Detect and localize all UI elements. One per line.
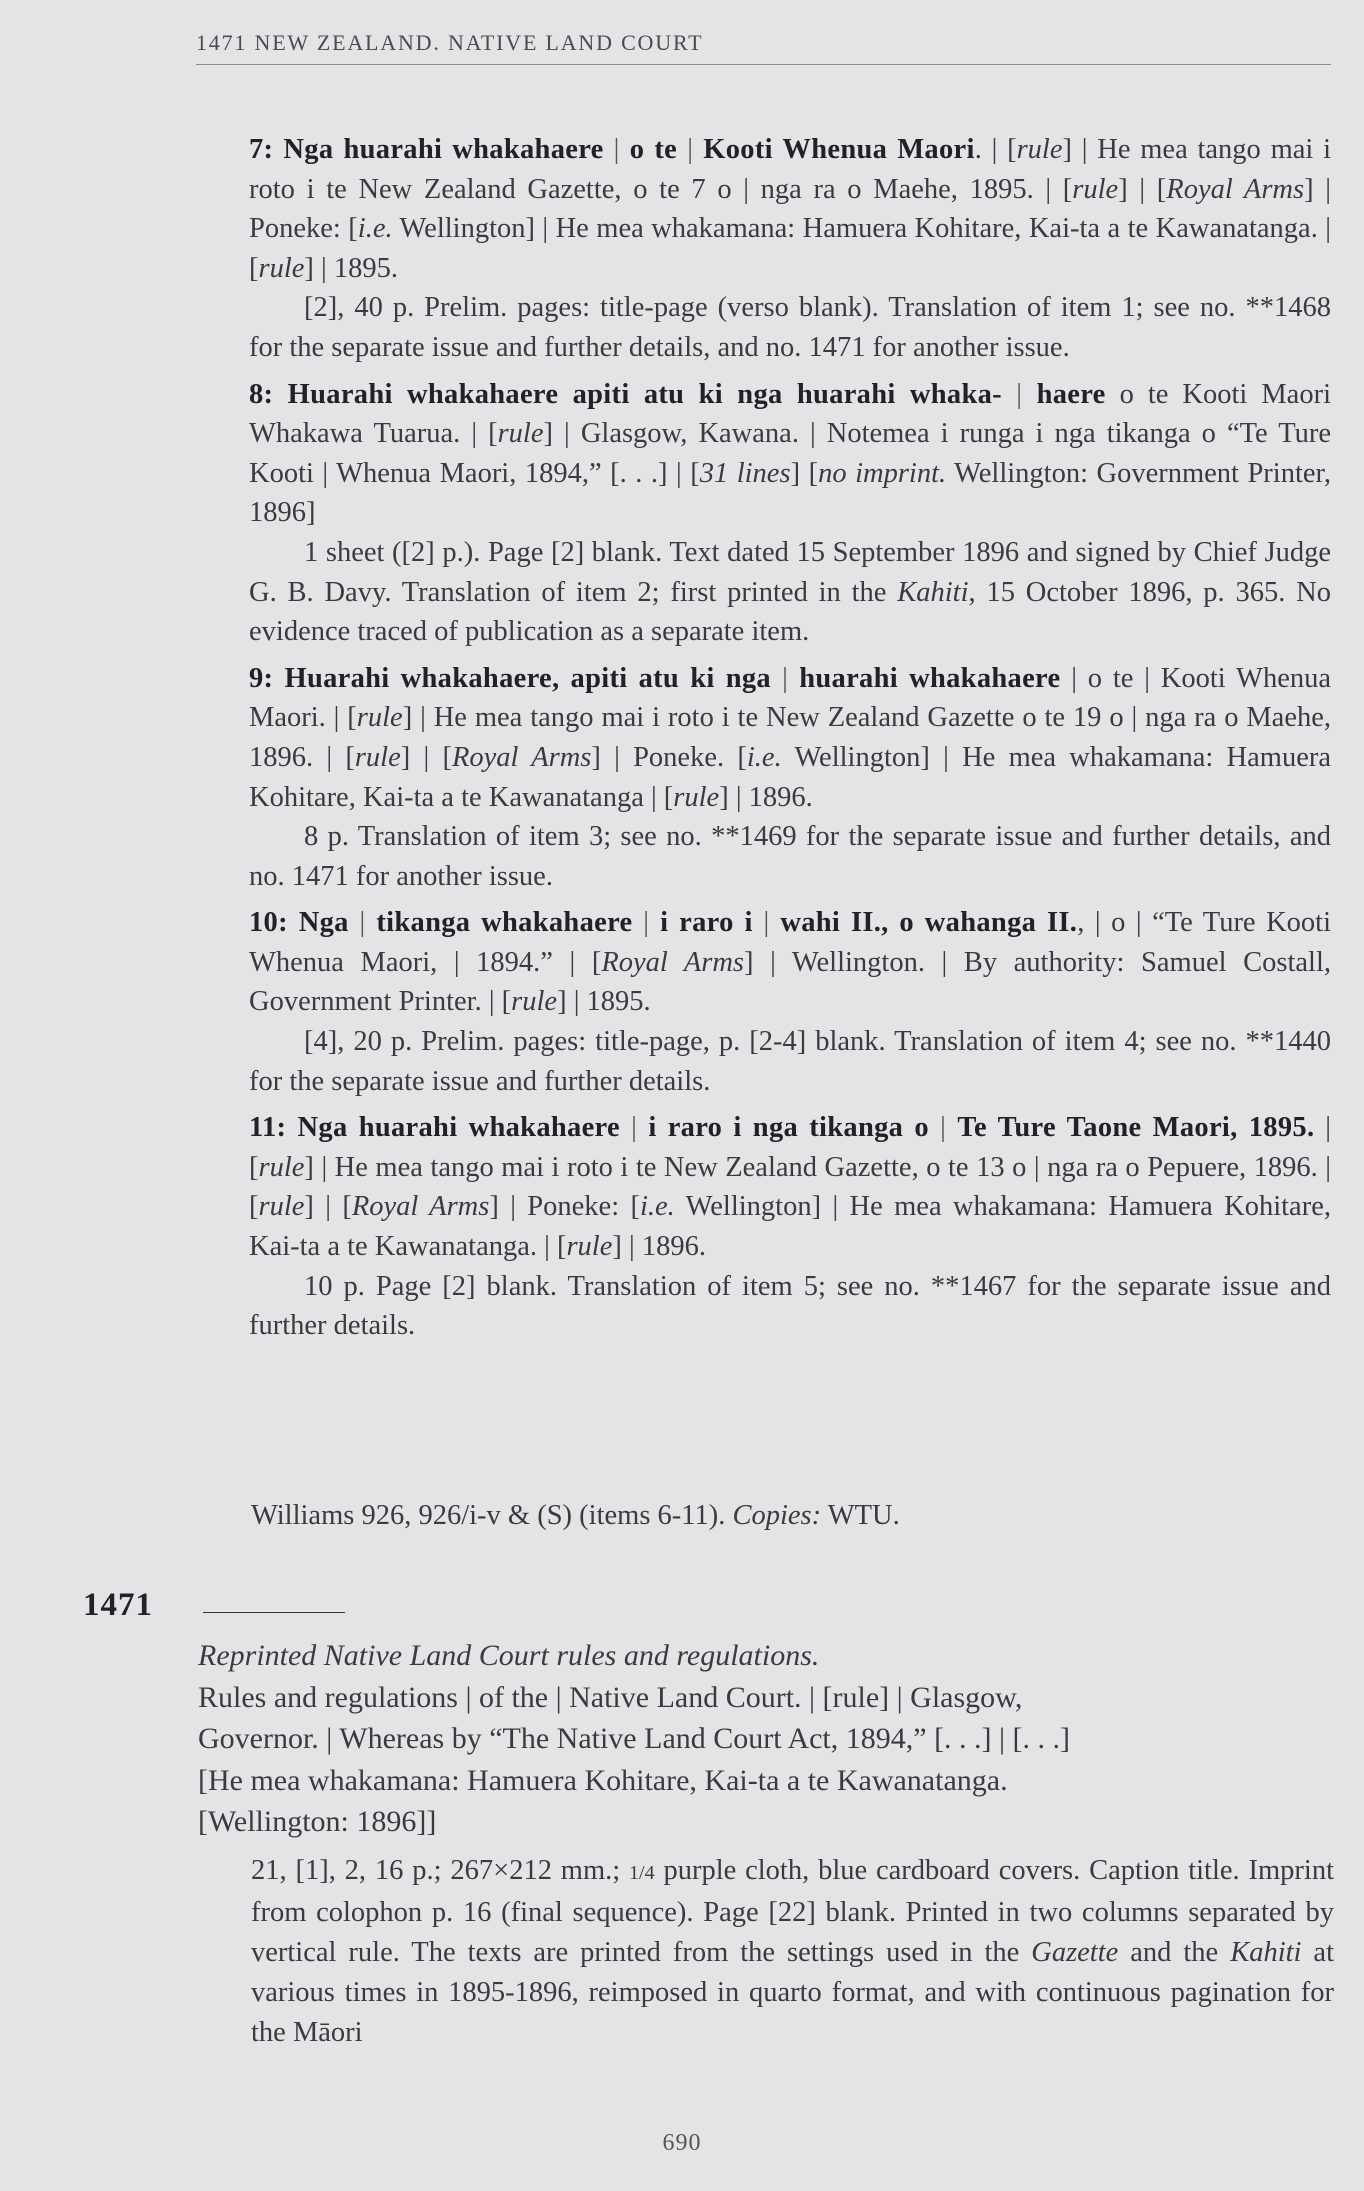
item-citation: 11: Nga huarahi whakahaere | i raro i nga tikanga o | Te Ture Taone Maori, 1895. | [rule] | He mea tango mai i roto i te New Zealand Gazette, o te 13 o | nga ra o Pepuere, 1896. | [rule] | [Royal Arms] | Poneke: [i.e. Wellington] | He mea whakamana: Hamuera Kohitare, Kai-ta a te Kawanatanga. | [rule] | 1896. [249, 1112, 1331, 1263]
entry-title-line: [Wellington: 1896]] [198, 1805, 437, 1838]
item-note: 10 p. Page [2] blank. Translation of item 5; see no. **1467 for the separate issue and further details. [249, 1270, 1331, 1342]
item-citation: 7: Nga huarahi whakahaere | o te | Kooti Whenua Maori. | [rule] | He mea tango mai i roto i te New Zealand Gazette, o te 7 o | nga ra o Maehe, 1895. | [rule] | [Royal Arms] | Poneke: [i.e. Wellington] | He mea whakamana: Hamuera Kohitare, Kai-ta a te Kawanatanga. | [rule] | 1895. [249, 134, 1331, 284]
entry-title-line: [He mea whakamana: Hamuera Kohitare, Kai-ta a te Kawanatanga. [198, 1763, 1008, 1797]
gazette-title: Gazette [1031, 1936, 1119, 1968]
item-citation: 8: Huarahi whakahaere apiti atu ki nga huarahi whaka- | haere o te Kooti Maori Whakawa Tuarua. | [rule] | Glasgow, Kawana. | Notemea i runga i nga tikanga o “Te Ture Kooti | Whenua Maori, 1894,” [. . .] | [31 lines] [no imprint. Wellington: Government Printer, 1896] [249, 378, 1332, 529]
item-number: 10: [249, 907, 299, 939]
list-item [249, 903, 1331, 1101]
item-citation: 9: Huarahi whakahaere, apiti atu ki nga | huarahi whakahaere | o te | Kooti Whenua Maori. | [rule] | He mea tango mai i roto i te New Zealand Gazette o te 19 o | nga ra o Maehe, 1896. | [rule] | [Royal Arms] | Poneke. [i.e. Wellington] | He mea whakamana: Hamuera Kohitare, Kai-ta a te Kawanatanga | [rule] | 1896. [249, 662, 1332, 813]
list-item [249, 1108, 1331, 1346]
ditto-rule [203, 1612, 345, 1613]
fraction: 1/4 [629, 1861, 655, 1884]
item-number: 9: [249, 662, 285, 694]
desc-part: purple cloth, blue cardboard covers. Caption title. Imprint from colophon p. 16 (final sequence). Page [22] blank. Printed in two columns separated by vertical rule. The texts are printed from the settings used in the [251, 1854, 1334, 1968]
entry-title-line: Rules and regulations | of the | Native Land Court. | [rule] | Glasgow, [198, 1680, 1023, 1714]
item-title: Nga | tikanga whakahaere | i raro i | wahi II., o wahanga II. [298, 907, 1078, 939]
item-title: Nga huarahi whakahaere | o te | Kooti Whenua Maori [283, 134, 975, 165]
entry-title-line: Governor. | Whereas by “The Native Land Court Act, 1894,” [. . .] | [. . .] [198, 1722, 1071, 1755]
item-title: Nga huarahi whakahaere | i raro i nga tikanga o | Te Ture Taone Maori, 1895. [297, 1112, 1315, 1144]
list-item [249, 130, 1331, 368]
entry-description [198, 1851, 1334, 2053]
item-note: 1 sheet ([2] p.). Page [2] blank. Text dated 15 September 1896 and signed by Chief Judge G. B. Davy. Translation of item 2; first printed in the Kahiti, 15 October 1896, p. 365. No evidence traced of publication as a separate item. [249, 536, 1332, 648]
desc-part: at various times in 1895-1896, reimposed in quarto format, and with continuous pagination for the Māori [251, 1936, 1334, 2048]
page-number: 690 [662, 2130, 702, 2156]
copies-label: Copies: [732, 1500, 822, 1531]
entry-body [198, 1635, 1334, 2053]
item-note: [4], 20 p. Prelim. pages: title-page, p. [2-4] blank. Translation of item 4; see no. **1440 for the separate issue and further details. [249, 1026, 1331, 1097]
item-note: 8 p. Translation of item 3; see no. **1469 for the separate issue and further details, and no. 1471 for another issue. [249, 821, 1331, 892]
item-title: Huarahi whakahaere apiti atu ki nga huarahi whaka- | haere [287, 378, 1106, 410]
item-list [249, 130, 1331, 1353]
item-title: Huarahi whakahaere, apiti atu ki nga | huarahi whakahaere [284, 662, 1061, 694]
list-item [249, 375, 1331, 652]
list-item [249, 659, 1331, 897]
item-note: [2], 40 p. Prelim. pages: title-page (verso blank). Translation of item 1; see no. **1468 for the separate issue and further details, and no. 1471 for another issue. [249, 292, 1331, 363]
entry-number: 1471 [83, 1587, 153, 1623]
item-number: 8: [249, 378, 288, 410]
entry-subtitle: Reprinted Native Land Court rules and regulations. [198, 1639, 820, 1672]
item-citation: 10: Nga | tikanga whakahaere | i raro i | wahi II., o wahanga II., | o | “Te Ture Kooti Whenua Maori, | 1894.” | [Royal Arms] | Wellington. | By authority: Samuel Costall, Government Printer. | [rule] | 1895. [249, 907, 1332, 1018]
desc-part: 21, [1], 2, 16 p.; 267×212 mm.; [251, 1854, 630, 1886]
copies-value: WTU. [827, 1500, 900, 1531]
item-number: 7: [249, 134, 284, 165]
copies-line [251, 1497, 900, 1535]
item-number: 11: [249, 1112, 298, 1144]
kahiti-title: Kahiti [1230, 1936, 1302, 1968]
desc-part: and the [1118, 1936, 1231, 1968]
copies-prefix: Williams 926, 926/i-v & (S) (items 6-11). [251, 1500, 726, 1531]
running-head: 1471 NEW ZEALAND. NATIVE LAND COURT [196, 30, 1331, 65]
